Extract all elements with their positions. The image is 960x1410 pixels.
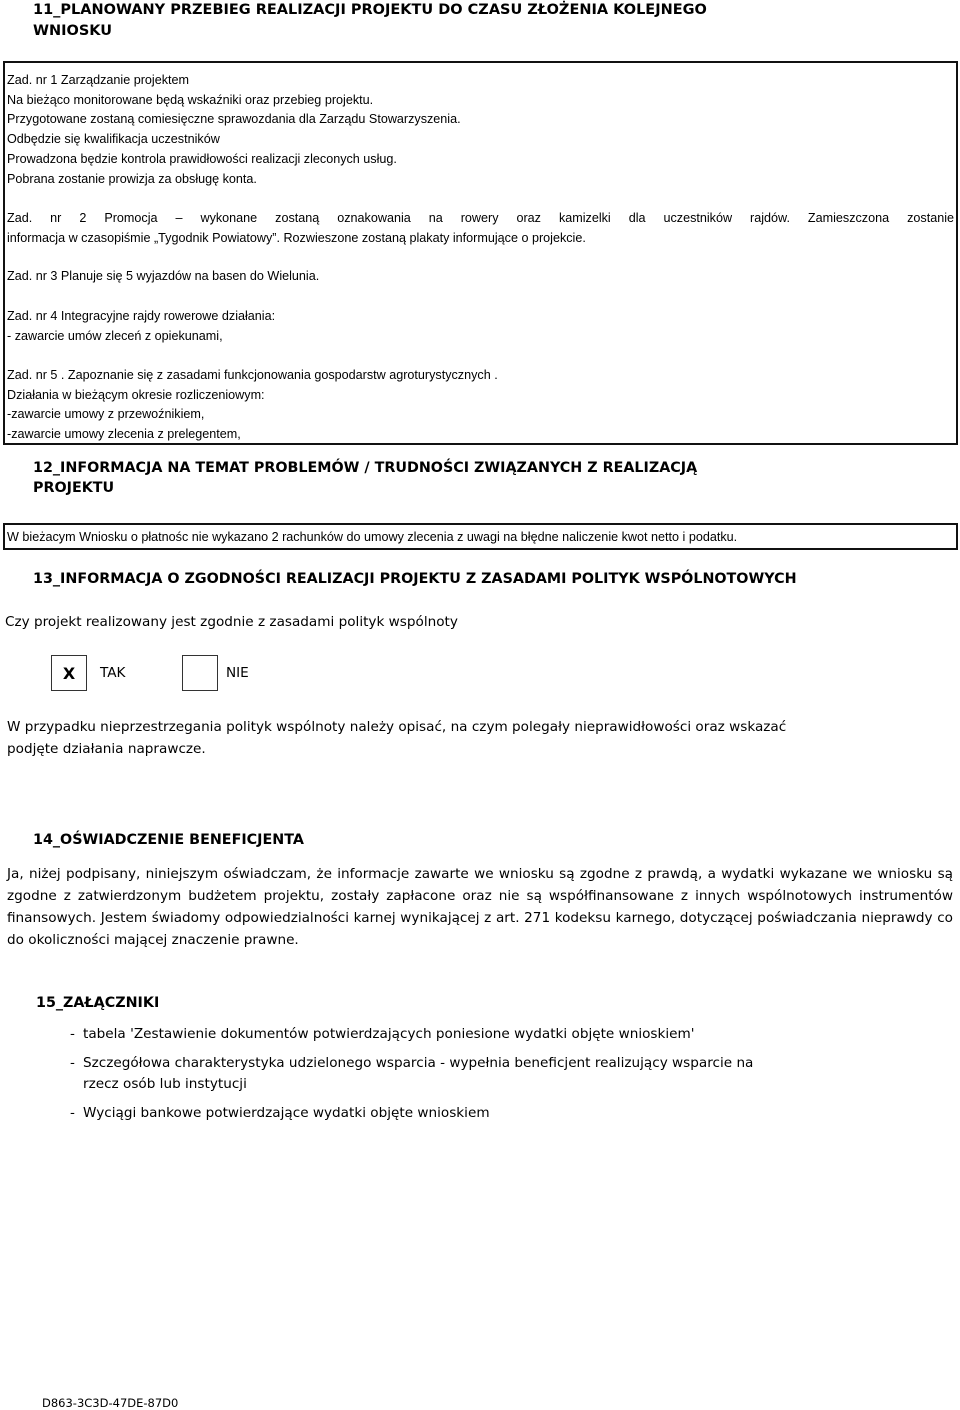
s11-line: Zad. nr 5 . Zapoznanie się z zasadami funkcjonowania gospodarstw agroturystycznych . bbox=[7, 368, 498, 382]
section-13-note: podjęte działania naprawcze. bbox=[7, 741, 206, 757]
section-13-title: 13_INFORMACJA O ZGODNOŚCI REALIZACJI PROJEKTU Z ZASADAMI POLITYK WSPÓLNOTOWYCH bbox=[33, 571, 797, 587]
s11-line: Przygotowane zostaną comiesięczne sprawozdania dla Zarządu Stowarzyszenia. bbox=[7, 112, 461, 126]
bullet-dash: - bbox=[70, 1105, 75, 1121]
s11-line: Odbędzie się kwalifikacja uczestników bbox=[7, 132, 220, 146]
s11-line: Zad. nr 3 Planuje się 5 wyjazdów na basen do Wielunia. bbox=[7, 269, 320, 283]
tak-mark: X bbox=[62, 664, 76, 683]
s11-line: - zawarcie umów zleceń z opiekunami, bbox=[7, 329, 223, 343]
section-12-text: W bieżacym Wniosku o płatnośc nie wykazano 2 rachunków do umowy zlecenia z uwagi na błędne naliczenie kwot netto i podatku. bbox=[7, 530, 738, 544]
list-item-text: Wyciągi bankowe potwierdzające wydatki objęte wnioskiem bbox=[83, 1105, 490, 1121]
s11-line: Pobrana zostanie prowizja za obsługę konta. bbox=[7, 172, 257, 186]
s11-line: Działania w bieżącym okresie rozliczeniowym: bbox=[7, 388, 265, 402]
section-13-note: W przypadku nieprzestrzegania polityk wspólnoty należy opisać, na czym polegały nieprawidłowości oraz wskazać bbox=[7, 719, 787, 735]
section-11-title: 11_PLANOWANY PRZEBIEG REALIZACJI PROJEKTU DO CZASU ZŁOŻENIA KOLEJNEGO WNIOSKU bbox=[33, 2, 707, 39]
document-code: D863-3C3D-47DE-87D0 bbox=[42, 1396, 179, 1410]
s11-line: Zad. nr 2 Promocja – wykonane zostaną oznakowania na rowery oraz kamizelki dla uczestników rajdów. Zamieszczona zostanie bbox=[7, 211, 954, 225]
list-item-text: tabela 'Zestawienie dokumentów potwierdzających poniesione wydatki objęte wnioskiem' bbox=[83, 1026, 695, 1042]
s11-line: Zad. nr 1 Zarządzanie projektem bbox=[7, 73, 189, 87]
tak-label: TAK bbox=[100, 665, 126, 681]
section-15-title: 15_ZAŁĄCZNIKI bbox=[36, 995, 160, 1011]
list-item-text: Szczegółowa charakterystyka udzielonego wsparcia - wypełnia beneficjent realizujący wsparcie na bbox=[83, 1055, 754, 1071]
nie-checkbox[interactable] bbox=[182, 655, 218, 691]
s11-line: -zawarcie umowy zlecenia z prelegentem, bbox=[7, 427, 241, 441]
section-13-question: Czy projekt realizowany jest zgodnie z zasadami polityk wspólnoty bbox=[5, 614, 458, 630]
section-14-title: 14_OŚWIADCZENIE BENEFICJENTA bbox=[33, 832, 304, 848]
s11-line: -zawarcie umowy z przewoźnikiem, bbox=[7, 407, 205, 421]
bullet-dash: - bbox=[70, 1055, 75, 1071]
section-14-statement: Ja, niżej podpisany, niniejszym oświadczam, że informacje zawarte we wniosku są zgodne z prawdą, a wydatki wykazane we wniosku są zgodne z zatwierdzonym budżetem projektu, zostały zapłacone oraz nie są współfinansowane z innych wspólnotowych instrumentów finansowych. Jestem świadomy odpowiedzialności karnej wynikającej z art. 271 kodeksu karnego, dotyczącej poświadczania nieprawdy co do okoliczności mającej znaczenie prawne. bbox=[7, 866, 953, 948]
nie-label: NIE bbox=[226, 665, 249, 681]
section-12-title: 12_INFORMACJA NA TEMAT PROBLEMÓW / TRUDNOŚCI ZWIĄZANYCH Z REALIZACJĄ PROJEKTU bbox=[33, 460, 698, 496]
s11-line: informacja w czasopiśmie „Tygodnik Powiatowy”. Rozwieszone zostaną plakaty informujące o projekcie. bbox=[7, 231, 586, 245]
bullet-dash: - bbox=[70, 1026, 75, 1042]
s11-line: Prowadzona będzie kontrola prawidłowości realizacji zleconych usług. bbox=[7, 152, 397, 166]
list-item-continuation: rzecz osób lub instytucji bbox=[83, 1076, 247, 1092]
tak-checkbox[interactable] bbox=[51, 655, 87, 691]
s11-line: Zad. nr 4 Integracyjne rajdy rowerowe działania: bbox=[7, 309, 276, 323]
s11-line: Na bieżąco monitorowane będą wskaźniki oraz przebieg projektu. bbox=[7, 93, 374, 107]
